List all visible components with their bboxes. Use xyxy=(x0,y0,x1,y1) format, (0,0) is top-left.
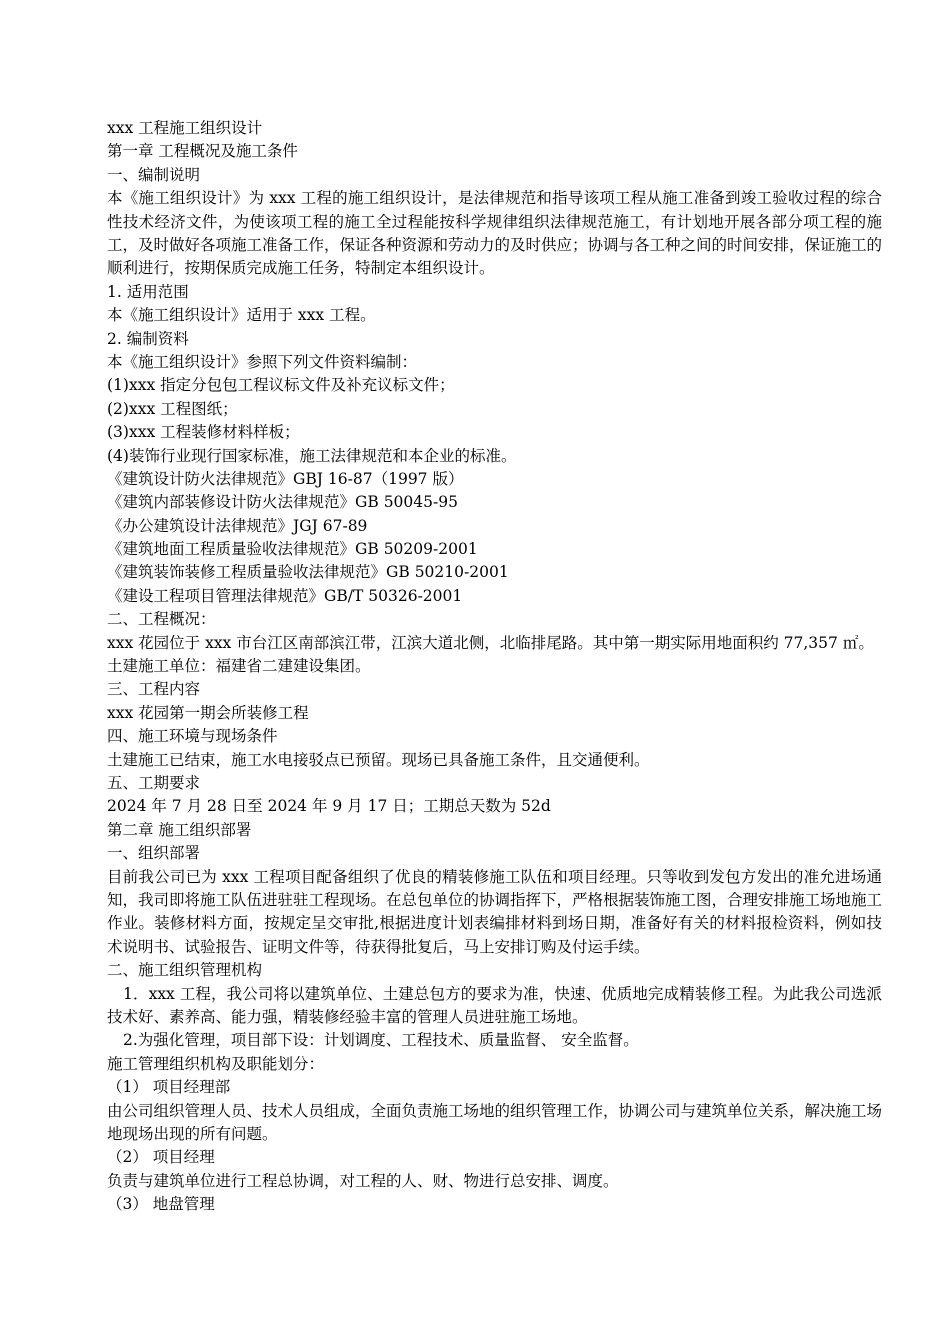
list-item: (1)xxx 指定分包包工程议标文件及补充议标文件； xyxy=(107,376,455,395)
paragraph: 本《施工组织设计》为 xxx 工程的施工组织设计，是法律规范和指导该项工程从施工准备到竣工验收过程的综合性技术经济文件，为使该项工程的施工全过程能按科学规律组织法律规范施工，有计划地开展各部分项工程的施工，及时做好各项施工准备工作，保证各种资源和劳动力的及时供应；协调与各工种之间的时间安排，保证施工的顺利进行，按期保质完成施工任务，特制定本组织设计。 xyxy=(107,189,883,278)
section-heading: 五、工期要求 xyxy=(107,774,201,793)
standard-reference: 《建筑装饰装修工程质量验收法律规范》GB 50210-2001 xyxy=(107,563,509,582)
standard-reference: 《建筑设计防火法律规范》GBJ 16-87（1997 版） xyxy=(107,469,464,488)
document-body xyxy=(107,117,882,1217)
text-line: 施工管理组织机构及职能划分： xyxy=(107,1054,325,1073)
text-line: 2.为强化管理，项目部下设：计划调度、工程技术、质量监督、 安全监督。 xyxy=(123,1031,639,1050)
text-line: 本《施工组织设计》适用于 xxx 工程。 xyxy=(107,306,376,325)
document-title: xxx 工程施工组织设计 xyxy=(107,119,263,137)
section-heading: 一、编制说明 xyxy=(107,165,201,184)
subsection-heading: 2. 编制资料 xyxy=(107,329,189,348)
subsection-heading: （3） 地盘管理 xyxy=(107,1195,215,1214)
paragraph: 目前我公司已为 xxx 工程项目配备组织了优良的精装修施工队伍和项目经理。只等收到发包方发出的准允进场通知，我司即将施工队伍进驻驻工程现场。在总包单位的协调指挥下，严格根据装饰施工图，合理安排施工场地施工作业。装修材料方面，按规定呈交审批,根据进度计划表编排材料到场日期，准备好有关的材料报检资料，例如技术说明书、试验报告、证明文件等，待获得批复后，马上安排订购及付运手续。 xyxy=(107,867,883,956)
text-line: 负责与建筑单位进行工程总协调，对工程的人、财、物进行总安排、调度。 xyxy=(107,1171,619,1190)
section-heading: 二、施工组织管理机构 xyxy=(107,961,263,980)
list-item: (4)装饰行业现行国家标准，施工法律规范和本企业的标准。 xyxy=(107,446,517,465)
section-heading: 一、组织部署 xyxy=(107,844,201,863)
paragraph: 1．xxx 工程，我公司将以建筑单位、土建总包方的要求为准，快速、优质地完成精装修工程。为此我公司选派技术好、素养高、能力强，精装修经验丰富的管理人员进驻施工场地。 xyxy=(107,984,882,1026)
list-item: (2)xxx 工程图纸； xyxy=(107,399,238,418)
standard-reference: 《建筑地面工程质量验收法律规范》GB 50209-2001 xyxy=(107,540,478,559)
text-line: 土建施工单位：福建省二建建设集团。 xyxy=(107,657,371,676)
text-line: xxx 花园第一期会所装修工程 xyxy=(107,703,309,722)
chapter-heading: 第二章 施工组织部署 xyxy=(107,820,252,839)
subsection-heading: （2） 项目经理 xyxy=(107,1148,215,1167)
subsection-heading: 1. 适用范围 xyxy=(107,282,189,301)
text-line: 本《施工组织设计》参照下列文件资料编制： xyxy=(107,352,418,371)
subsection-heading: （1） 项目经理部 xyxy=(107,1078,231,1097)
section-heading: 四、施工环境与现场条件 xyxy=(107,727,278,746)
standard-reference: 《建筑内部装修设计防火法律规范》GB 50045-95 xyxy=(107,493,458,512)
text-line: 土建施工已结束，施工水电接驳点已预留。现场已具备施工条件，且交通便利。 xyxy=(107,750,650,769)
standard-reference: 《办公建筑设计法律规范》JGJ 67-89 xyxy=(107,516,368,535)
list-item: (3)xxx 工程装修材料样板； xyxy=(107,423,300,442)
text-line: 2024 年 7 月 28 日至 2024 年 9 月 17 日；工期总天数为 52d xyxy=(107,797,551,816)
section-heading: 三、工程内容 xyxy=(107,680,201,699)
section-heading: 二、工程概况： xyxy=(107,610,216,629)
chapter-heading: 第一章 工程概况及施工条件 xyxy=(107,142,298,161)
paragraph: 由公司组织管理人员、技术人员组成，全面负责施工场地的组织管理工作，协调公司与建筑单位关系，解决施工场地现场出现的所有问题。 xyxy=(107,1101,883,1143)
paragraph: xxx 花园位于 xxx 市台江区南部滨江带，江滨大道北侧，北临排尾路。其中第一期实际用地面积约 77,357 ㎡。 xyxy=(107,633,874,652)
standard-reference: 《建设工程项目管理法律规范》GB/T 50326-2001 xyxy=(107,586,463,605)
